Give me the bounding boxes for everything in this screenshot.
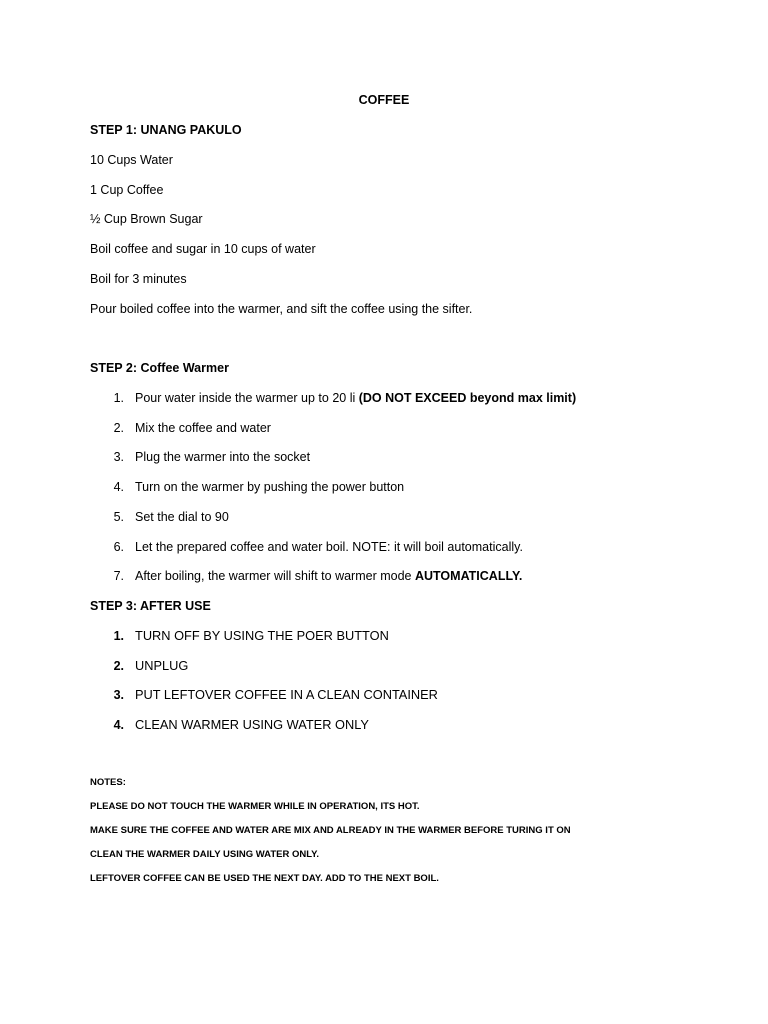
list-number: 4. (113, 718, 124, 732)
list-item-text: Turn on the warmer by pushing the power button (135, 480, 405, 494)
list-item-text: CLEAN WARMER USING WATER ONLY (135, 717, 369, 732)
step1-line: 10 Cups Water (90, 153, 173, 167)
list-number: 2. (113, 659, 124, 673)
list-item-text: After boiling, the warmer will shift to warmer mode (135, 569, 415, 583)
list-item (135, 390, 576, 406)
list-item (135, 568, 522, 584)
list-item-text: Mix the coffee and water (135, 421, 271, 435)
step3-heading: STEP 3: AFTER USE (90, 599, 211, 613)
list-number: 4. (113, 480, 124, 494)
list-number: 3. (113, 688, 124, 702)
list-number: 1. (113, 629, 124, 643)
note-line: MAKE SURE THE COFFEE AND WATER ARE MIX AND ALREADY IN THE WARMER BEFORE TURING IT ON (90, 825, 571, 836)
step1-line: Boil for 3 minutes (90, 272, 187, 286)
note-line: LEFTOVER COFFEE CAN BE USED THE NEXT DAY. ADD TO THE NEXT BOIL. (90, 873, 439, 884)
list-number: 6. (113, 540, 124, 554)
list-item-text: Let the prepared coffee and water boil. NOTE: it will boil automatically. (135, 540, 523, 554)
list-item-warning: (DO NOT EXCEED beyond max limit) (358, 391, 577, 405)
document-title: COFFEE (358, 93, 410, 107)
note-line: CLEAN THE WARMER DAILY USING WATER ONLY. (90, 849, 320, 860)
list-number: 1. (113, 391, 124, 405)
list-item-emphasis: AUTOMATICALLY. (414, 569, 523, 583)
notes-heading: NOTES: (90, 777, 126, 788)
step1-line: Boil coffee and sugar in 10 cups of water (90, 242, 316, 256)
step1-heading: STEP 1: UNANG PAKULO (90, 123, 242, 137)
step1-line: Pour boiled coffee into the warmer, and sift the coffee using the sifter. (90, 302, 473, 316)
step1-line: 1 Cup Coffee (90, 183, 164, 197)
list-item-text: Plug the warmer into the socket (135, 450, 311, 464)
step2-heading: STEP 2: Coffee Warmer (90, 361, 229, 375)
note-line: PLEASE DO NOT TOUCH THE WARMER WHILE IN OPERATION, ITS HOT. (90, 801, 420, 812)
list-number: 3. (113, 450, 124, 464)
list-item-text: Set the dial to 90 (135, 510, 229, 524)
list-item-text: PUT LEFTOVER COFFEE IN A CLEAN CONTAINER (135, 687, 438, 702)
list-item-text: Pour water inside the warmer up to 20 li (135, 391, 359, 405)
list-number: 7. (113, 569, 124, 583)
list-item-text: TURN OFF BY USING THE POER BUTTON (135, 628, 389, 643)
list-item-text: UNPLUG (135, 658, 189, 673)
step1-line: ½ Cup Brown Sugar (90, 212, 203, 226)
list-number: 5. (113, 510, 124, 524)
list-number: 2. (113, 421, 124, 435)
